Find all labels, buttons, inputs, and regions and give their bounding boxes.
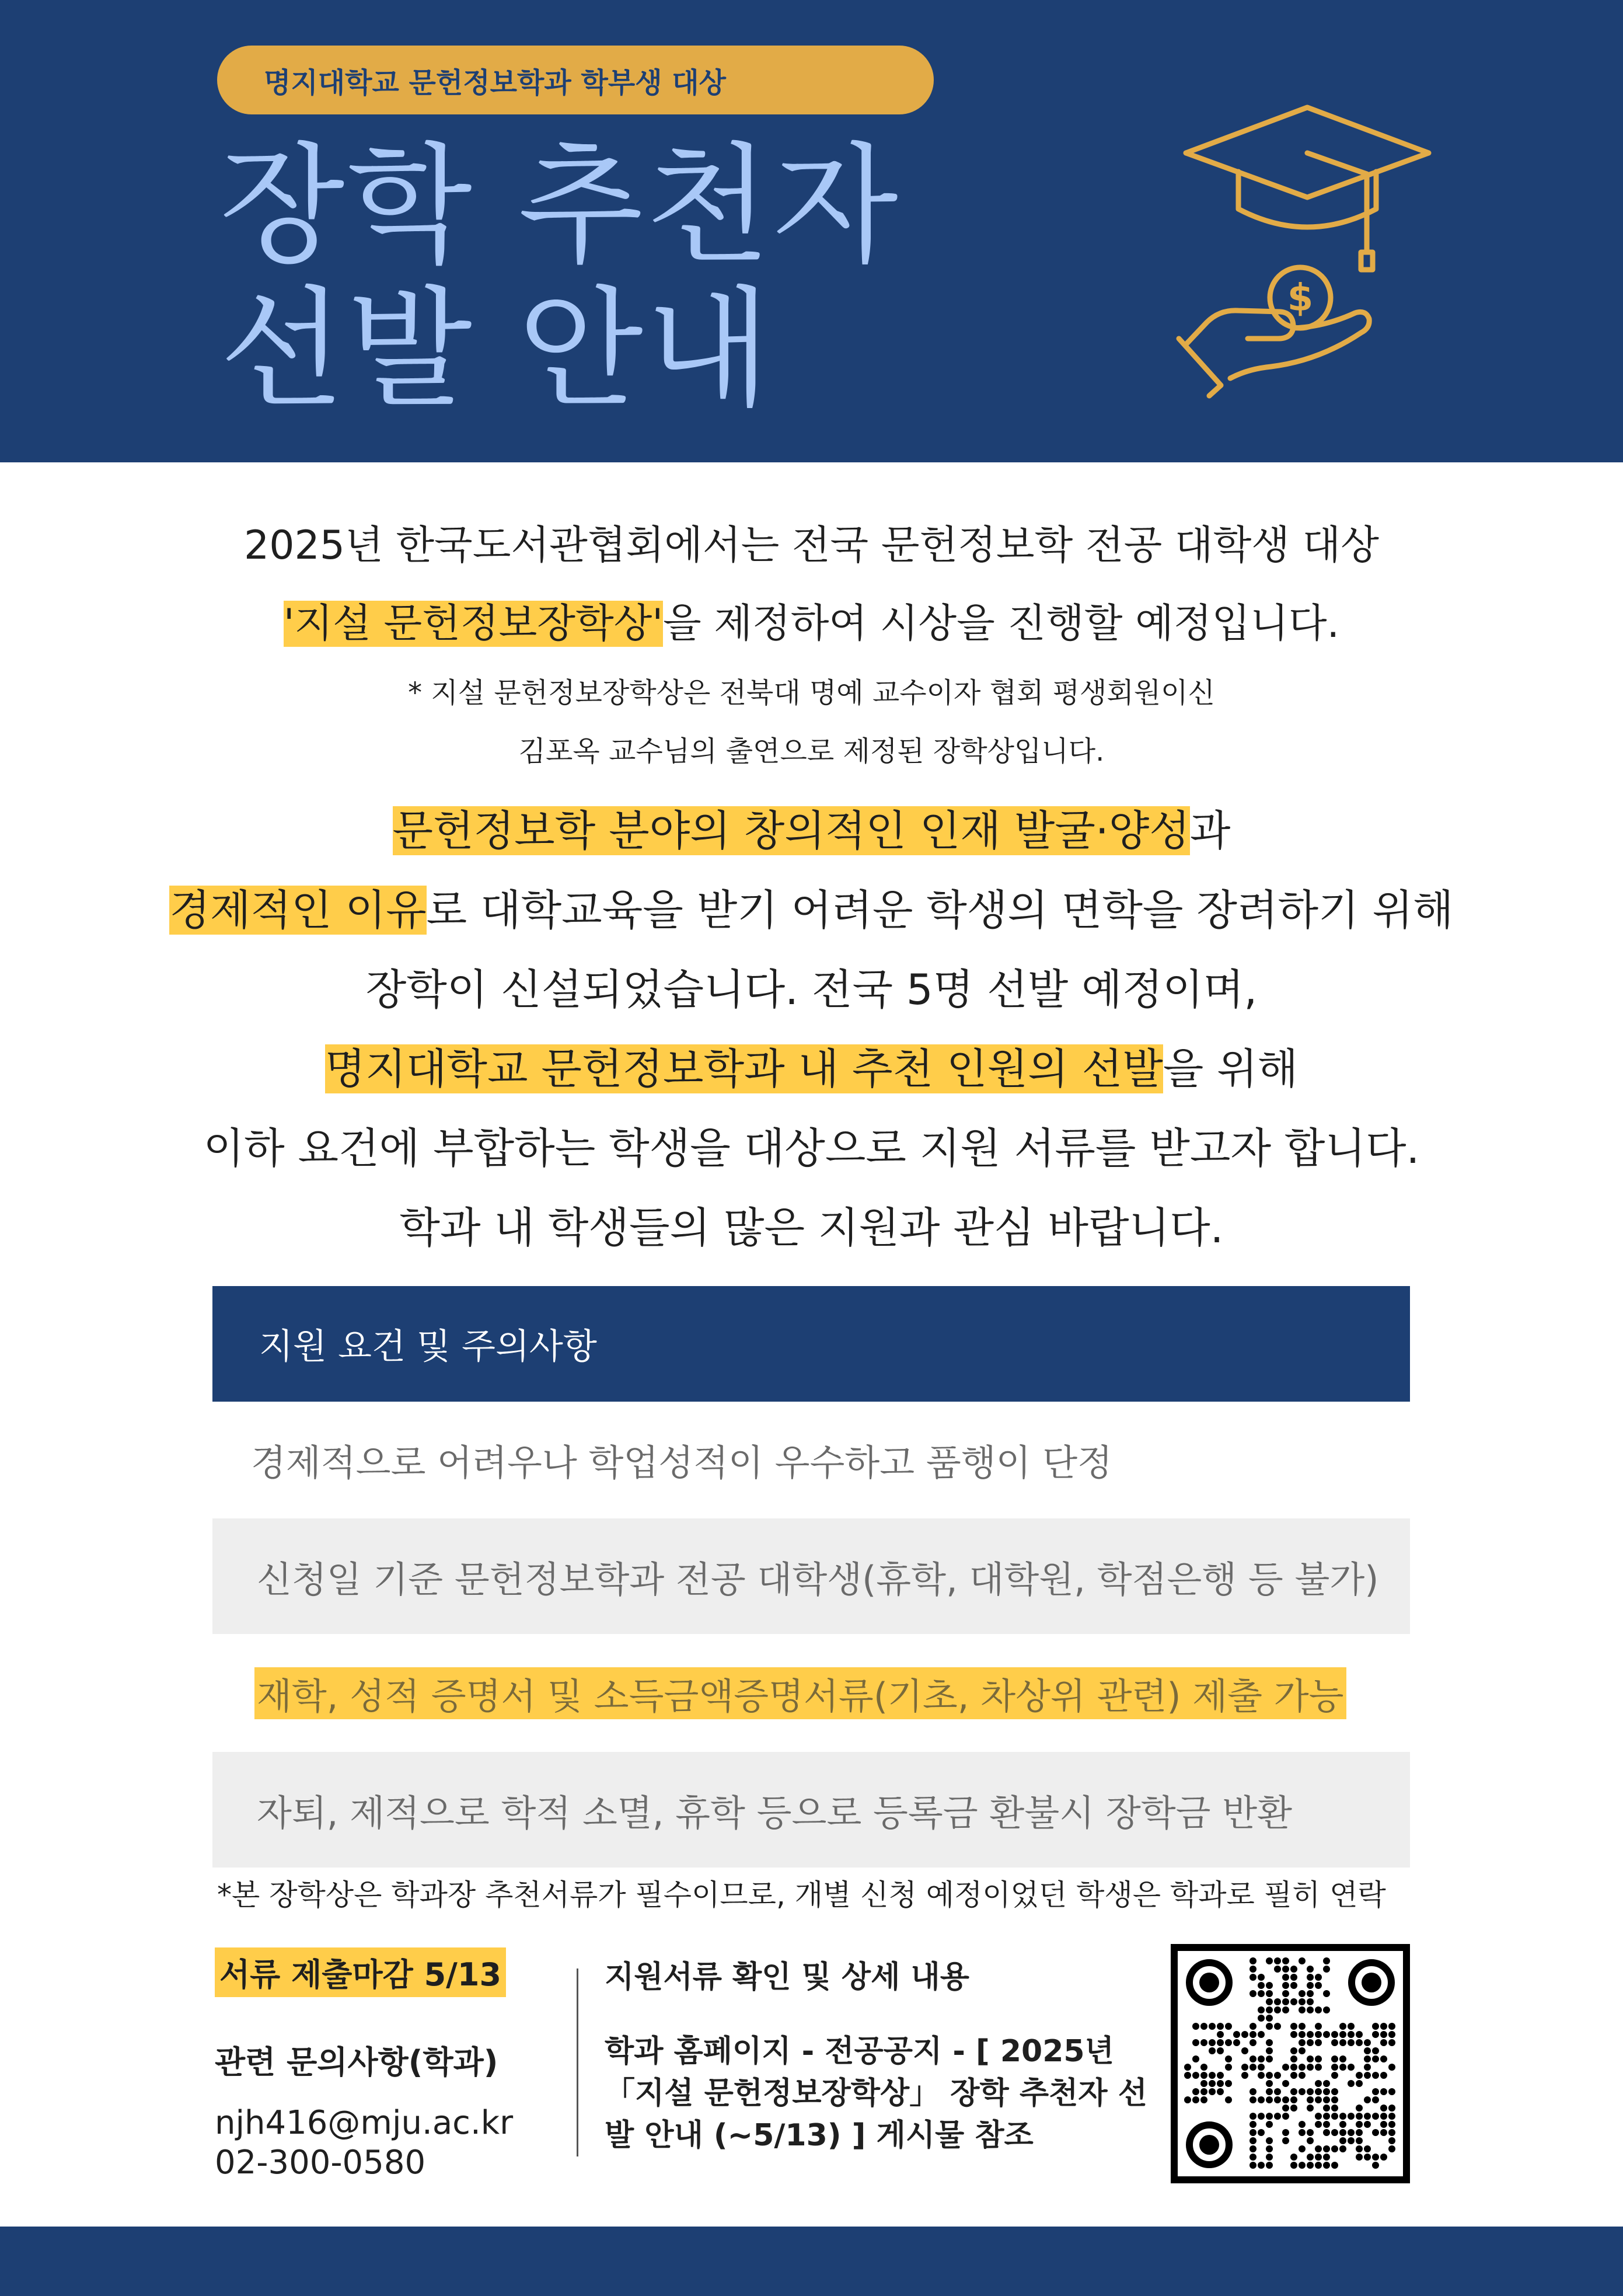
inquiry-label: 관련 문의사항(학과) [215, 2044, 498, 2081]
page-title [219, 131, 900, 425]
requirement-item: 신청일 기준 문헌정보학과 전공 대학생(휴학, 대학원, 학점은행 등 불가) [212, 1518, 1410, 1634]
detail-line-3: 발 안내 (~5/13) ] 게시물 참조 [605, 2118, 1034, 2153]
award-note-1: * 지설 문헌정보장학상은 전북대 명예 교수이자 협회 평생회원이신 [408, 677, 1215, 709]
award-note-2: 김포옥 교수님의 출연으로 제정된 장학상입니다. [518, 735, 1105, 768]
purpose-line-6: 학과 내 학생들의 많은 지원과 관심 바랍니다. [399, 1203, 1224, 1252]
graduation-cap-hand-coin-icon [1173, 99, 1441, 403]
purpose-line-2-rest: 로 대학교육을 받기 어려운 학생의 면학을 장려하기 위해 [426, 886, 1454, 935]
requirement-item [212, 1635, 1410, 1751]
deadline-badge: 서류 제출마감 5/13 [215, 1947, 506, 1997]
title-line-1: 장학 추천자 [219, 131, 900, 281]
purpose-line-4 [0, 1043, 1623, 1095]
award-name-highlight: '지설 문헌정보장학상' [283, 601, 664, 647]
requirement-item: 자퇴, 제적으로 학적 소멸, 휴학 등으로 등록금 환불시 장학금 반환 [212, 1752, 1410, 1868]
intro-line-1: 2025년 한국도서관협회에서는 전국 문헌정보학 전공 대학생 대상 [244, 522, 1379, 569]
detail-line-2: 「지설 문헌정보장학상」 장학 추천자 선 [605, 2076, 1147, 2111]
intro-line-2 [0, 592, 1623, 649]
requirement-item: 경제적으로 어려우나 학업성적이 우수하고 품행이 단정 [212, 1402, 1410, 1517]
intro-line-2-rest: 을 제정하여 시상을 진행할 예정입니다. [663, 601, 1340, 647]
detail-title: 지원서류 확인 및 상세 내용 [605, 1960, 969, 1995]
target-badge: 명지대학교 문헌정보학과 학부생 대상 [217, 46, 934, 114]
purpose-highlight-1: 문헌정보학 분야의 창의적인 인재 발굴·양성 [392, 806, 1190, 855]
purpose-line-2 [0, 884, 1623, 936]
detail-body [605, 2030, 1147, 2156]
requirement-item-highlight: 재학, 성적 증명서 및 소득금액증명서류(기초, 차상위 관련) 제출 가능 [254, 1667, 1346, 1719]
contact-email[interactable]: njh416@mju.ac.kr [215, 2104, 514, 2142]
purpose-line-4-rest: 을 위해 [1163, 1044, 1299, 1093]
purpose-line-3: 장학이 신설되었습니다. 전국 5명 선발 예정이며, [365, 965, 1258, 1014]
requirements-note: *본 장학상은 학과장 추천서류가 필수이므로, 개별 신청 예정이었던 학생은 학과로 필히 연락 [217, 1878, 1386, 1912]
purpose-line-1 [0, 804, 1623, 857]
contact-phone[interactable]: 02-300-0580 [215, 2144, 426, 2182]
purpose-line-1-rest: 과 [1189, 806, 1231, 855]
detail-line-1: 학과 홈페이지 - 전공공지 - [ 2025년 [605, 2034, 1114, 2069]
purpose-highlight-2: 경제적인 이유 [169, 886, 427, 935]
svg-text:$: $ [1287, 277, 1314, 320]
header-banner [0, 0, 1623, 462]
qr-code-icon[interactable] [1171, 1944, 1410, 2183]
title-line-2: 선발 안내 [219, 274, 773, 425]
requirements-heading: 지원 요건 및 주의사항 [212, 1286, 1410, 1402]
purpose-highlight-4: 명지대학교 문헌정보학과 내 추천 인원의 선발 [324, 1044, 1163, 1093]
footer-band [0, 2227, 1623, 2296]
purpose-line-5: 이하 요건에 부합하는 학생을 대상으로 지원 서류를 받고자 합니다. [203, 1124, 1420, 1173]
footer-divider [577, 1969, 578, 2156]
